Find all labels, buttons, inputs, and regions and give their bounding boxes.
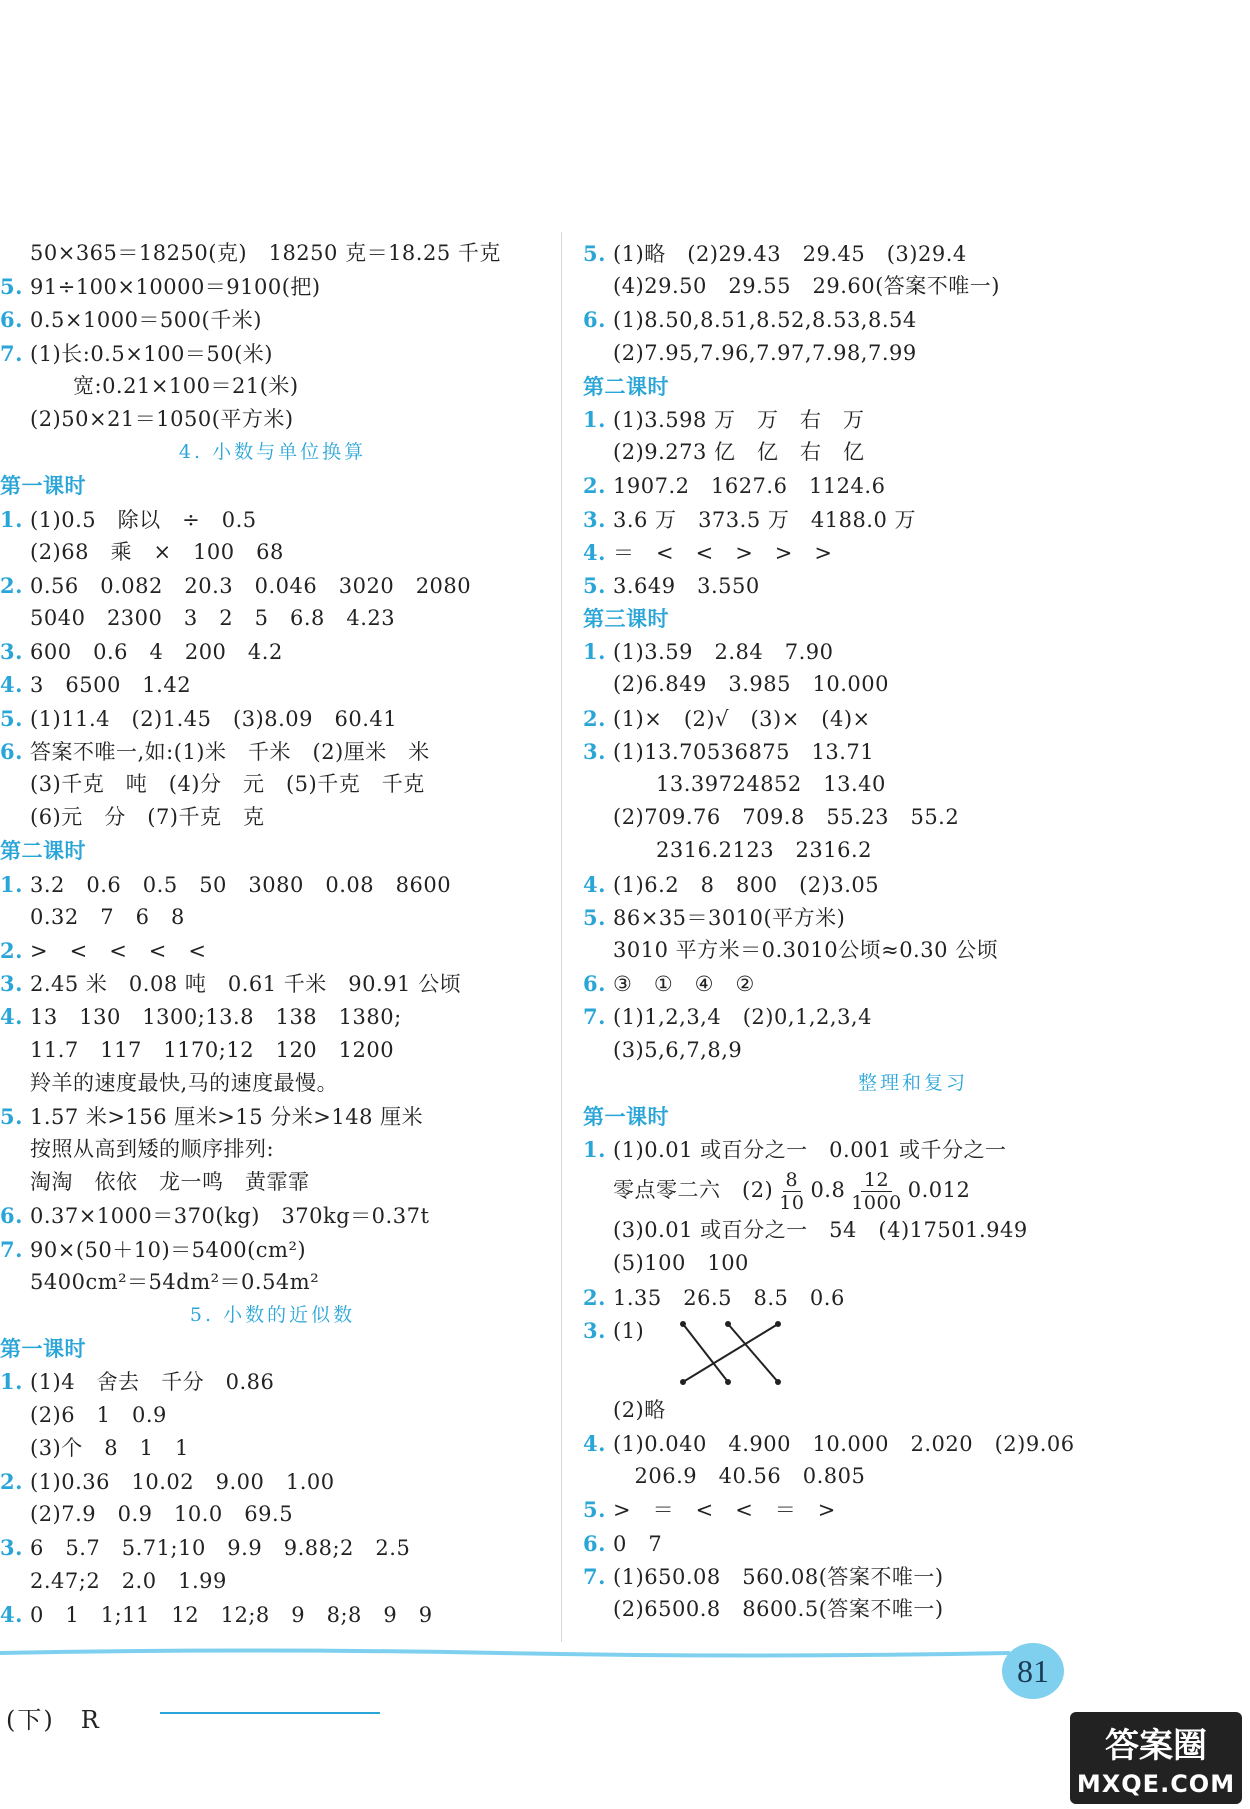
question-number: 6. — [583, 1530, 606, 1556]
answer-line — [0, 1067, 545, 1100]
question-number: 2. — [583, 473, 606, 499]
answer-text: (5)100 100 — [613, 1251, 749, 1276]
answer-line — [0, 1598, 545, 1631]
answer-text: (2)7.95,7.96,7.97,7.98,7.99 — [613, 340, 917, 365]
question-number: 5. — [0, 274, 23, 300]
left-column — [0, 237, 545, 1631]
question-number: 2. — [0, 1468, 23, 1494]
answer-text: (3)5,6,7,8,9 — [613, 1037, 743, 1062]
answer-line — [583, 868, 1243, 901]
page-number: 81 — [1002, 1643, 1064, 1699]
question-number: 4. — [583, 1431, 606, 1456]
answer-text: 11.7 117 1170;12 120 1200 — [30, 1037, 395, 1062]
denominator: 1000 — [851, 1192, 902, 1215]
answer-text: 86×35＝3010(平方米) — [613, 905, 846, 930]
answer-line — [0, 735, 545, 768]
numerator: 8 — [783, 1169, 802, 1192]
question-number: 5. — [583, 572, 606, 598]
answer-text: 91÷100×10000＝9100(把) — [30, 275, 321, 300]
question-number: 6. — [0, 738, 23, 764]
answer-text: 0.56 0.082 20.3 0.046 3020 2080 — [30, 573, 472, 598]
numerator: 12 — [861, 1169, 892, 1192]
answer-line — [0, 1432, 545, 1465]
answer-text: (1)0.36 10.02 9.00 1.00 — [30, 1469, 335, 1494]
answer-line — [0, 237, 545, 270]
answer-text: (2)6 1 0.9 — [30, 1402, 167, 1427]
answer-line — [583, 735, 1243, 768]
answer-text: 0.8 — [810, 1178, 846, 1203]
answer-text: (2)50×21＝1050(平方米) — [30, 406, 294, 431]
answer-text: 3010 平方米＝0.3010公顷≈0.30 公顷 — [613, 937, 999, 962]
answer-text: 1907.2 1627.6 1124.6 — [613, 474, 886, 499]
answer-line — [583, 1214, 1243, 1247]
answer-text: (2)68 乘 × 100 68 — [30, 539, 284, 564]
answer-line — [0, 370, 545, 403]
answer-text: (1)× (2)√ (3)× (4)× — [613, 706, 871, 731]
answer-line — [0, 270, 545, 303]
footer-decorative-line — [0, 1648, 1010, 1658]
question-number: 1. — [583, 406, 606, 432]
answer-line — [583, 668, 1243, 701]
lesson-heading: 第一课时 — [583, 1103, 669, 1129]
question-number: 1. — [0, 506, 23, 532]
answer-line — [583, 503, 1243, 536]
answer-text: (1)0.040 4.900 10.000 2.020 (2)9.06 — [613, 1432, 1075, 1456]
answer-text: 0.5×1000＝500(千米) — [30, 308, 262, 333]
watermark-url: MXQE.COM — [1076, 1770, 1236, 1798]
lesson-heading: 第一课时 — [0, 1336, 86, 1362]
question-number: 4. — [0, 1004, 23, 1030]
answer-text: 13 130 1300;13.8 138 1380; — [30, 1005, 402, 1030]
answer-text: (2)709.76 709.8 55.23 55.2 — [613, 805, 960, 830]
answer-line — [583, 1166, 1243, 1214]
answer-text: (1)3.59 2.84 7.90 — [613, 640, 834, 665]
section-title: 5. 小数的近似数 — [189, 1304, 356, 1326]
question-number: 7. — [0, 1236, 23, 1262]
answer-text: (2)6500.8 8600.5(答案不唯一) — [613, 1596, 944, 1621]
answer-text: (2)7.9 0.9 10.0 69.5 — [30, 1502, 294, 1527]
answer-text: 零点零二六 (2) — [613, 1178, 774, 1203]
question-number: 1. — [0, 1369, 23, 1395]
answer-line — [583, 801, 1243, 834]
question-number: 7. — [583, 1004, 606, 1030]
question-number: 1. — [583, 639, 606, 665]
answer-text: 600 0.6 4 200 4.2 — [30, 640, 283, 665]
question-number: 3. — [0, 639, 23, 665]
answer-text: (2)6.849 3.985 10.000 — [613, 672, 889, 697]
answer-line — [583, 934, 1243, 967]
answer-line — [0, 1565, 545, 1598]
answer-line — [583, 768, 1243, 801]
right-column — [583, 237, 1243, 1626]
answer-line — [583, 1593, 1243, 1626]
answer-line — [0, 1133, 545, 1166]
answer-line — [583, 1493, 1243, 1526]
answer-line — [0, 1531, 545, 1564]
answer-text: (1)13.70536875 13.71 — [613, 739, 875, 764]
answer-text: 0.012 — [907, 1178, 971, 1203]
section-title: 4. 小数与单位换算 — [178, 441, 367, 464]
answer-line — [0, 1034, 545, 1067]
question-number: 2. — [0, 572, 23, 598]
question-number: 4. — [0, 1601, 23, 1627]
question-number: 6. — [0, 1203, 23, 1229]
answer-line — [583, 834, 1243, 867]
answer-text: 羚羊的速度最快,马的速度最慢。 — [30, 1070, 339, 1095]
answer-text: 3.649 3.550 — [613, 573, 760, 598]
answer-text: 206.9 40.56 0.805 — [613, 1464, 866, 1489]
answer-text: (1)11.4 (2)1.45 (3)8.09 60.41 — [30, 706, 398, 731]
book-label: (下) R — [6, 1706, 101, 1734]
lesson-heading: 第一课时 — [0, 473, 86, 499]
answer-text: (6)元 分 (7)千克 克 — [30, 805, 265, 830]
answer-text: (4)29.50 29.55 29.60(答案不唯一) — [613, 274, 1000, 299]
answer-line — [583, 1427, 1243, 1460]
answer-line — [0, 303, 545, 336]
answer-line — [583, 901, 1243, 934]
question-number: 3. — [0, 971, 23, 997]
watermark-logo — [1070, 1712, 1242, 1804]
answer-text: 0 1 1;11 12 12;8 9 8;8 9 9 — [30, 1602, 433, 1627]
answer-line — [0, 569, 545, 602]
answer-line — [0, 1199, 545, 1232]
answer-text: 5400cm²＝54dm²＝0.54m² — [30, 1269, 320, 1294]
lesson-heading: 第二课时 — [0, 838, 86, 864]
answer-line — [0, 1465, 545, 1498]
answer-line — [583, 1281, 1243, 1314]
answer-line — [0, 1166, 545, 1199]
answer-text: (1)6.2 8 800 (2)3.05 — [613, 872, 880, 897]
question-number: 5. — [583, 1497, 606, 1523]
answer-line — [583, 1000, 1243, 1033]
answer-line — [0, 536, 545, 569]
lesson-heading: 第三课时 — [583, 606, 669, 632]
answer-text: (3)千克 吨 (4)分 元 (5)千克 千克 — [30, 772, 425, 796]
answer-text: 3 6500 1.42 — [30, 673, 192, 698]
answer-text: 1.57 米>156 厘米>15 分米>148 厘米 — [30, 1104, 424, 1129]
question-number: 4. — [0, 672, 23, 698]
answer-line — [0, 1399, 545, 1432]
answer-text: (1) — [613, 1318, 645, 1343]
answer-line — [0, 1266, 545, 1299]
answer-line — [583, 1394, 1243, 1427]
question-number: 2. — [583, 705, 606, 731]
answer-text: (1)4 舍去 千分 0.86 — [30, 1370, 275, 1395]
question-number: 5. — [0, 1103, 23, 1129]
question-number: 6. — [583, 971, 606, 997]
question-number: 6. — [0, 307, 23, 333]
answer-text: 1.35 26.5 8.5 0.6 — [613, 1285, 845, 1310]
question-number: 2. — [583, 1284, 606, 1310]
answer-line — [583, 1527, 1243, 1560]
answer-line — [0, 635, 545, 668]
answer-text: 2.45 米 0.08 吨 0.61 千米 90.91 公顷 — [30, 972, 462, 997]
answer-text: (1)长:0.5×100＝50(米) — [30, 341, 274, 366]
answer-line — [0, 668, 545, 701]
answer-line — [583, 237, 1243, 270]
answer-text: (2)略 — [613, 1397, 666, 1422]
fraction — [851, 1169, 901, 1214]
answer-line — [0, 967, 545, 1000]
answer-text: 3.6 万 373.5 万 4188.0 万 — [613, 507, 917, 532]
answer-text: 答案不唯一,如:(1)米 千米 (2)厘米 米 — [30, 739, 430, 764]
question-number: 5. — [0, 705, 23, 731]
answer-line — [583, 303, 1243, 336]
column-divider — [561, 232, 562, 1642]
question-number: 7. — [0, 340, 23, 366]
answer-line — [583, 967, 1243, 1000]
answer-text: ③ ① ④ ② — [613, 972, 755, 997]
answer-text: 90×(50＋10)＝5400(cm²) — [30, 1237, 307, 1262]
answer-line — [0, 868, 545, 901]
answer-line — [0, 1233, 545, 1266]
answer-line — [583, 635, 1243, 668]
answer-line — [0, 934, 545, 967]
question-number: 4. — [583, 871, 606, 897]
answer-text: 50×365＝18250(克) 18250 克＝18.25 千克 — [30, 241, 501, 265]
answer-line — [0, 602, 545, 635]
question-number: 3. — [583, 506, 606, 532]
question-number: 6. — [583, 307, 606, 333]
answer-text: > ＝ < < ＝ > — [613, 1498, 836, 1523]
answer-text: (3)个 8 1 1 — [30, 1435, 189, 1460]
answer-line — [583, 702, 1243, 735]
lesson-heading: 第二课时 — [583, 373, 669, 399]
answer-line — [583, 1314, 1243, 1394]
answer-text: (1)650.08 560.08(答案不唯一) — [613, 1564, 944, 1589]
question-number: 7. — [583, 1563, 606, 1589]
matching-lines-diagram — [678, 1318, 798, 1388]
answer-text: 0.37×1000＝370(kg) 370kg＝0.37t — [30, 1204, 430, 1229]
answer-line — [583, 1034, 1243, 1067]
answer-line — [583, 436, 1243, 469]
answer-text: 0.32 7 6 8 — [30, 904, 185, 929]
answer-text: (1)略 (2)29.43 29.45 (3)29.4 — [613, 242, 967, 266]
answer-text: (1)0.01 或百分之一 0.001 或千分之一 — [613, 1138, 1007, 1163]
answer-text: 2316.2123 2316.2 — [613, 838, 873, 863]
answer-line — [583, 1460, 1243, 1493]
answer-line — [583, 337, 1243, 370]
answer-line — [583, 1560, 1243, 1593]
answer-line — [583, 1247, 1243, 1280]
answer-line — [0, 1365, 545, 1398]
answer-line — [583, 270, 1243, 303]
answer-line — [0, 768, 545, 801]
answer-line — [0, 1100, 545, 1133]
answer-text: 13.39724852 13.40 — [613, 772, 886, 796]
answer-line — [0, 503, 545, 536]
denominator: 10 — [779, 1192, 805, 1215]
question-number: 5. — [583, 241, 606, 266]
answer-line — [583, 569, 1243, 602]
answer-line — [0, 1498, 545, 1531]
answer-text: 按照从高到矮的顺序排列: — [30, 1137, 275, 1162]
section-title: 整理和复习 — [857, 1071, 968, 1094]
answer-text: 0 7 — [613, 1531, 663, 1556]
question-number: 1. — [0, 871, 23, 897]
question-number: 4. — [583, 539, 606, 565]
answer-text: > < < < < — [30, 938, 207, 963]
question-number: 2. — [0, 937, 23, 963]
answer-text: (1)1,2,3,4 (2)0,1,2,3,4 — [613, 1005, 872, 1030]
question-number: 3. — [583, 1317, 606, 1343]
answer-line — [0, 901, 545, 934]
answer-text: (1)0.5 除以 ÷ 0.5 — [30, 507, 257, 532]
answer-line — [0, 702, 545, 735]
question-number: 3. — [0, 1535, 23, 1561]
answer-text: 5040 2300 3 2 5 6.8 4.23 — [30, 606, 396, 631]
answer-line — [0, 337, 545, 370]
question-number: 3. — [583, 738, 606, 764]
question-number: 1. — [583, 1137, 606, 1163]
answer-line — [0, 801, 545, 834]
answer-text: (1)8.50,8.51,8.52,8.53,8.54 — [613, 308, 917, 333]
answer-text: 2.47;2 2.0 1.99 — [30, 1568, 227, 1593]
answer-line — [583, 536, 1243, 569]
answer-text: (1)3.598 万 万 右 万 — [613, 407, 865, 432]
answer-text: 3.2 0.6 0.5 50 3080 0.08 8600 — [30, 872, 452, 897]
answer-line — [583, 403, 1243, 436]
footer-rule — [160, 1712, 380, 1714]
answer-text: 淘淘 依依 龙一鸣 黄霏霏 — [30, 1170, 310, 1195]
answer-line — [0, 403, 545, 436]
answer-text: (2)9.273 亿 亿 右 亿 — [613, 440, 865, 465]
answer-text: (3)0.01 或百分之一 54 (4)17501.949 — [613, 1218, 1028, 1243]
answer-line — [0, 1000, 545, 1033]
answer-line — [583, 1133, 1243, 1166]
answer-text: 宽:0.21×100＝21(米) — [30, 373, 299, 398]
answer-text: 6 5.7 5.71;10 9.9 9.88;2 2.5 — [30, 1536, 411, 1561]
answer-line — [583, 469, 1243, 502]
fraction — [779, 1169, 804, 1214]
answer-text: ＝ < < > > > — [613, 540, 833, 565]
watermark-title: 答案圈 — [1105, 1726, 1207, 1766]
question-number: 5. — [583, 904, 606, 930]
